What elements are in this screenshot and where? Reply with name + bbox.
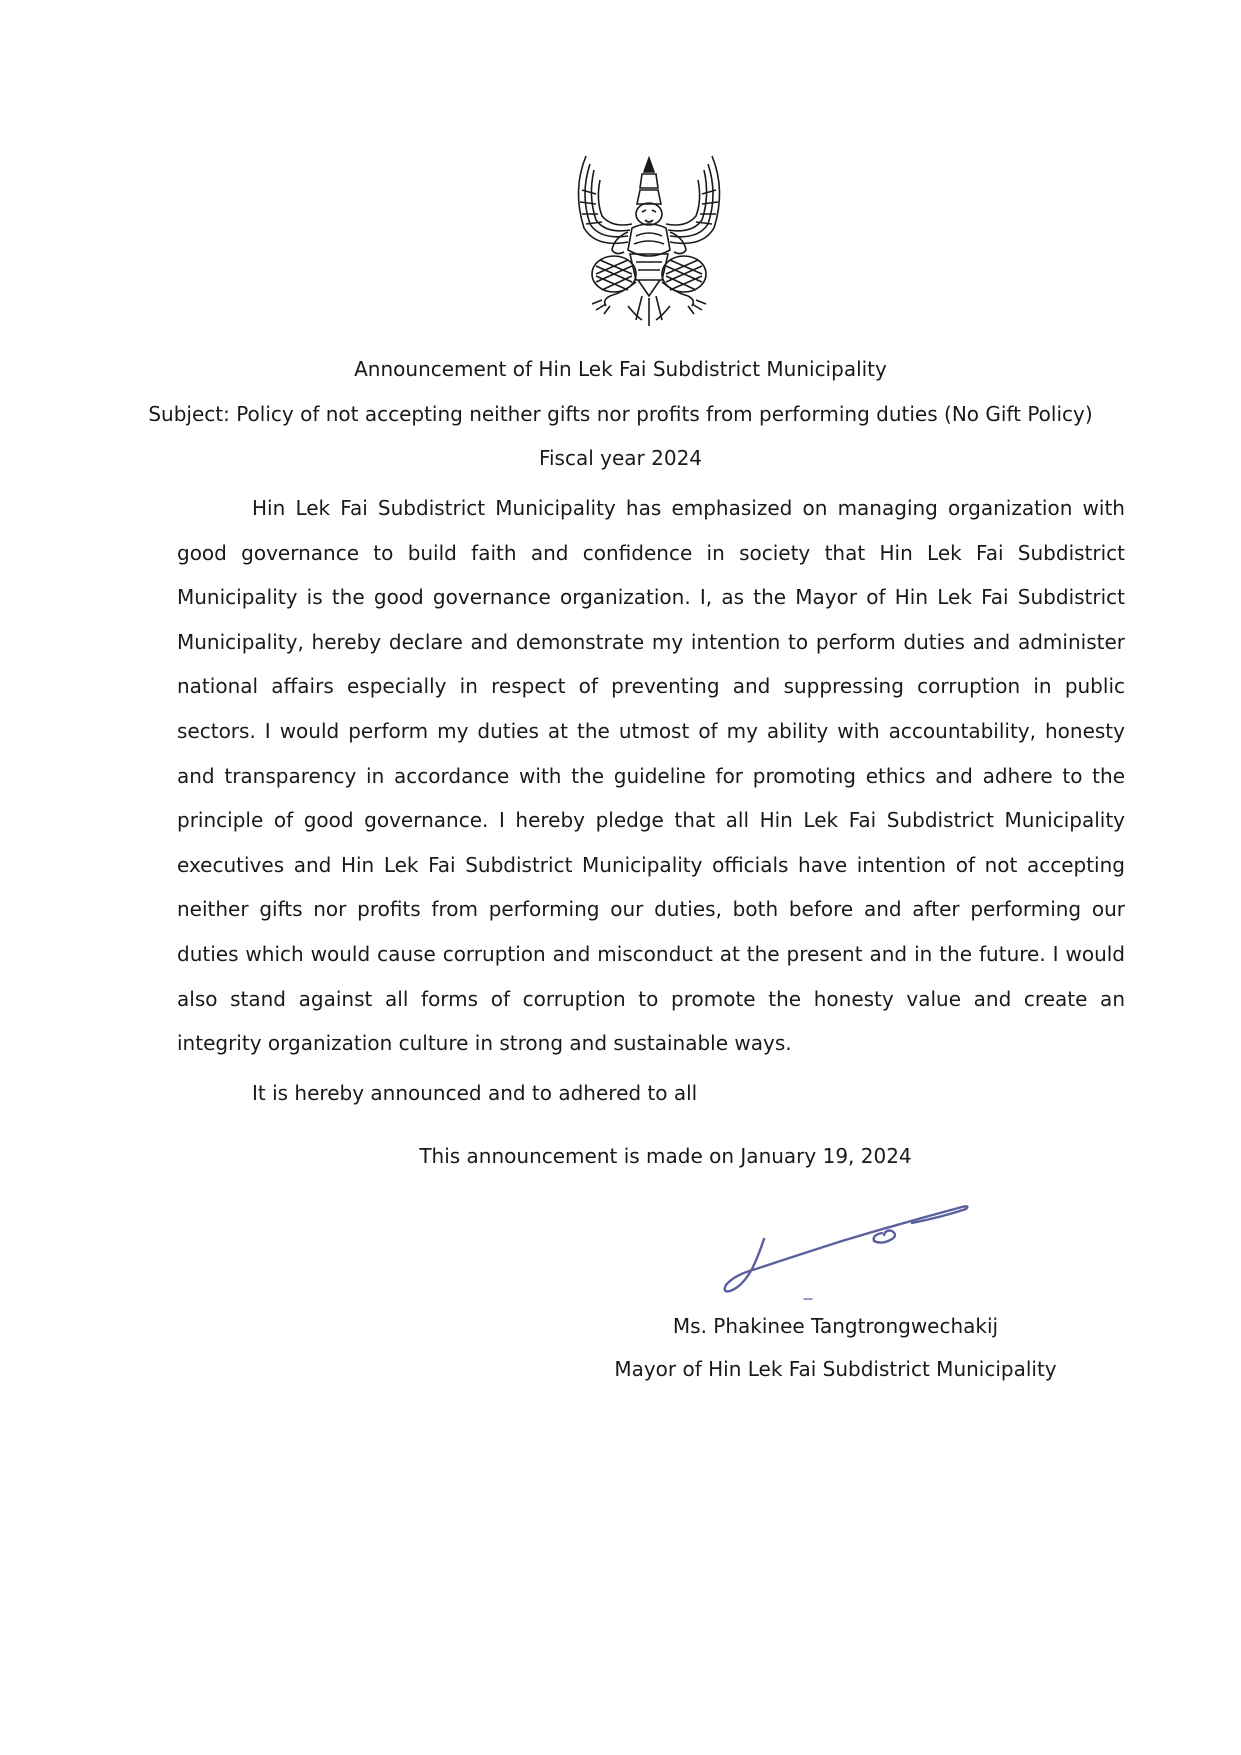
announcement-date: This announcement is made on January 19, 2024	[419, 1144, 912, 1168]
announcement-body-paragraph: Hin Lek Fai Subdistrict Municipality has emphasized on managing organization with good governance to build faith and confidence in society that Hin Lek Fai Subdistrict Municipality is the good governance organization. I, as the Mayor of Hin Lek Fai Subdistrict Municipality, hereby declare and demonstrate my intention to perform duties and administer national affairs especially in respect of preventing and suppressing corruption in public sectors. I would perform my duties at the utmost of my ability with accountability, honesty and transparency in accordance with the guideline for promoting ethics and adhere to the principle of good governance. I hereby pledge that all Hin Lek Fai Subdistrict Municipality executives and Hin Lek Fai Subdistrict Municipality officials have intention of not accepting neither gifts nor profits from performing our duties, both before and after performing our duties which would cause corruption and misconduct at the present and in the future. I would also stand against all forms of corruption to promote the honesty value and create an integrity organization culture in strong and sustainable ways.	[177, 496, 1125, 1056]
handwritten-signature-icon	[712, 1195, 1052, 1305]
fiscal-year: Fiscal year 2024	[538, 446, 703, 470]
signer-title: Mayor of Hin Lek Fai Subdistrict Municipality	[614, 1357, 1057, 1381]
signer-name: Ms. Phakinee Tangtrongwechakij	[672, 1314, 999, 1338]
announcement-title: Announcement of Hin Lek Fai Subdistrict Municipality	[354, 357, 887, 381]
announcement-subject: Subject: Policy of not accepting neither gifts nor profits from performing duties (No Gift Policy)	[148, 402, 1093, 426]
garuda-emblem-icon	[566, 150, 732, 328]
closing-statement: It is hereby announced and to adhered to all	[252, 1081, 698, 1105]
